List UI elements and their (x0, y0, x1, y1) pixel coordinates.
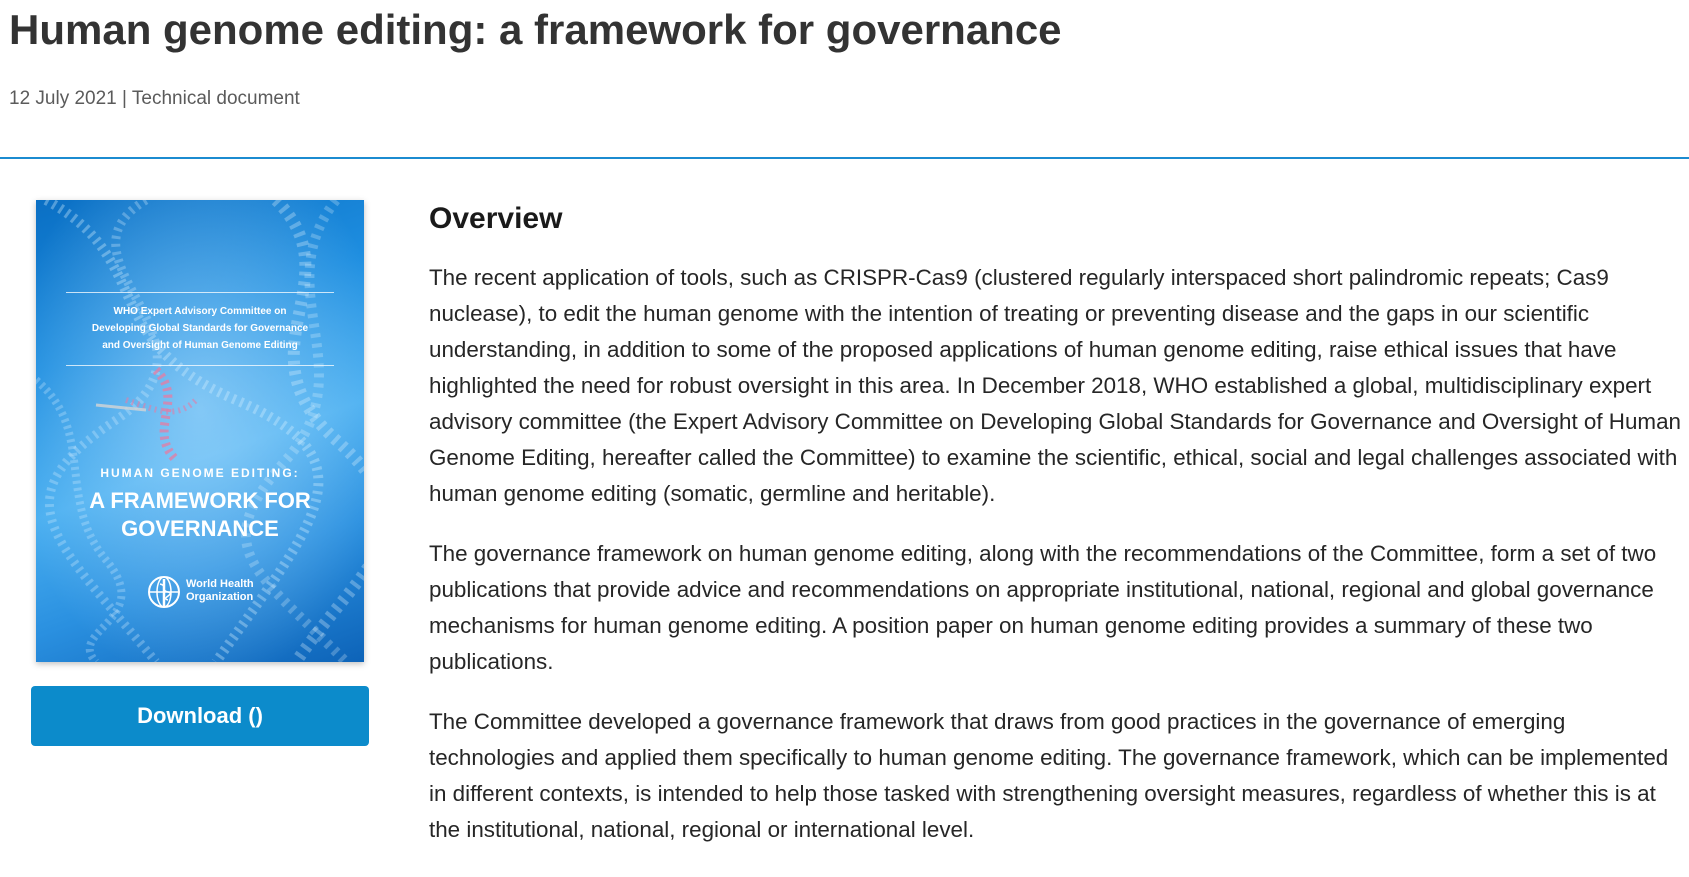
overview-heading: Overview (429, 202, 563, 235)
who-name (186, 578, 254, 604)
overview-section (429, 202, 1681, 872)
overview-paragraph: The recent application of tools, such as CRISPR-Cas9 (clustered regularly interspaced short palindromic repeats; Cas9 nuclease), to edit the human genome with the intention of treating or preventing disease and the gaps in our scientific understanding, in addition to some of the proposed applications of human genome editing, raise ethical issues that have highlighted the need for robust oversight in this area. In December 2018, WHO established a global, multidisciplinary expert advisory committee (the Expert Advisory Committee on Developing Global Standards for Governance and Oversight of Human Genome Editing, hereafter called the Committee) to examine the scientific, ethical, social and legal challenges associated with human genome editing (somatic, germline and heritable). (429, 265, 1681, 506)
who-name-line: Organization (186, 591, 254, 603)
who-name-line: World Health (186, 578, 254, 590)
publication-meta: 12 July 2021 | Technical document (9, 88, 300, 109)
cover-rule-top (66, 292, 334, 293)
who-emblem-icon (146, 574, 182, 610)
page-title: Human genome editing: a framework for governance (9, 6, 1062, 53)
cover-heading-line: GOVERNANCE (121, 516, 279, 541)
cover-committee-text (56, 303, 344, 354)
cover-heading (36, 487, 364, 543)
overview-paragraph: The Committee developed a governance framework that draws from good practices in the governance of emerging technologies and applied them specifically to human genome editing. The governance framework, which can be implemented in different contexts, is intended to help those tasked with strengthening oversight measures, regardless of whether this is at the institutional, national, regional or international level. (429, 709, 1669, 842)
overview-paragraph: The governance framework on human genome editing, along with the recommendations of the Committee, form a set of two publications that provide advice and recommendations on appropriate institutional, national, regional and global governance mechanisms for human genome editing. A position paper on human genome editing provides a summary of these two publications. (429, 541, 1657, 674)
cover-rule-bottom (66, 365, 334, 366)
cover-committee-line: Developing Global Standards for Governance (91, 323, 309, 334)
cover-committee-line: and Oversight of Human Genome Editing (102, 340, 298, 351)
cover-kicker: HUMAN GENOME EDITING: (100, 466, 300, 480)
download-button[interactable]: Download () (31, 686, 369, 746)
cover-committee-line: WHO Expert Advisory Committee on (113, 306, 287, 317)
cover-heading-line: A FRAMEWORK FOR (89, 488, 311, 513)
header-divider (0, 157, 1689, 159)
cover-image[interactable] (36, 200, 364, 662)
